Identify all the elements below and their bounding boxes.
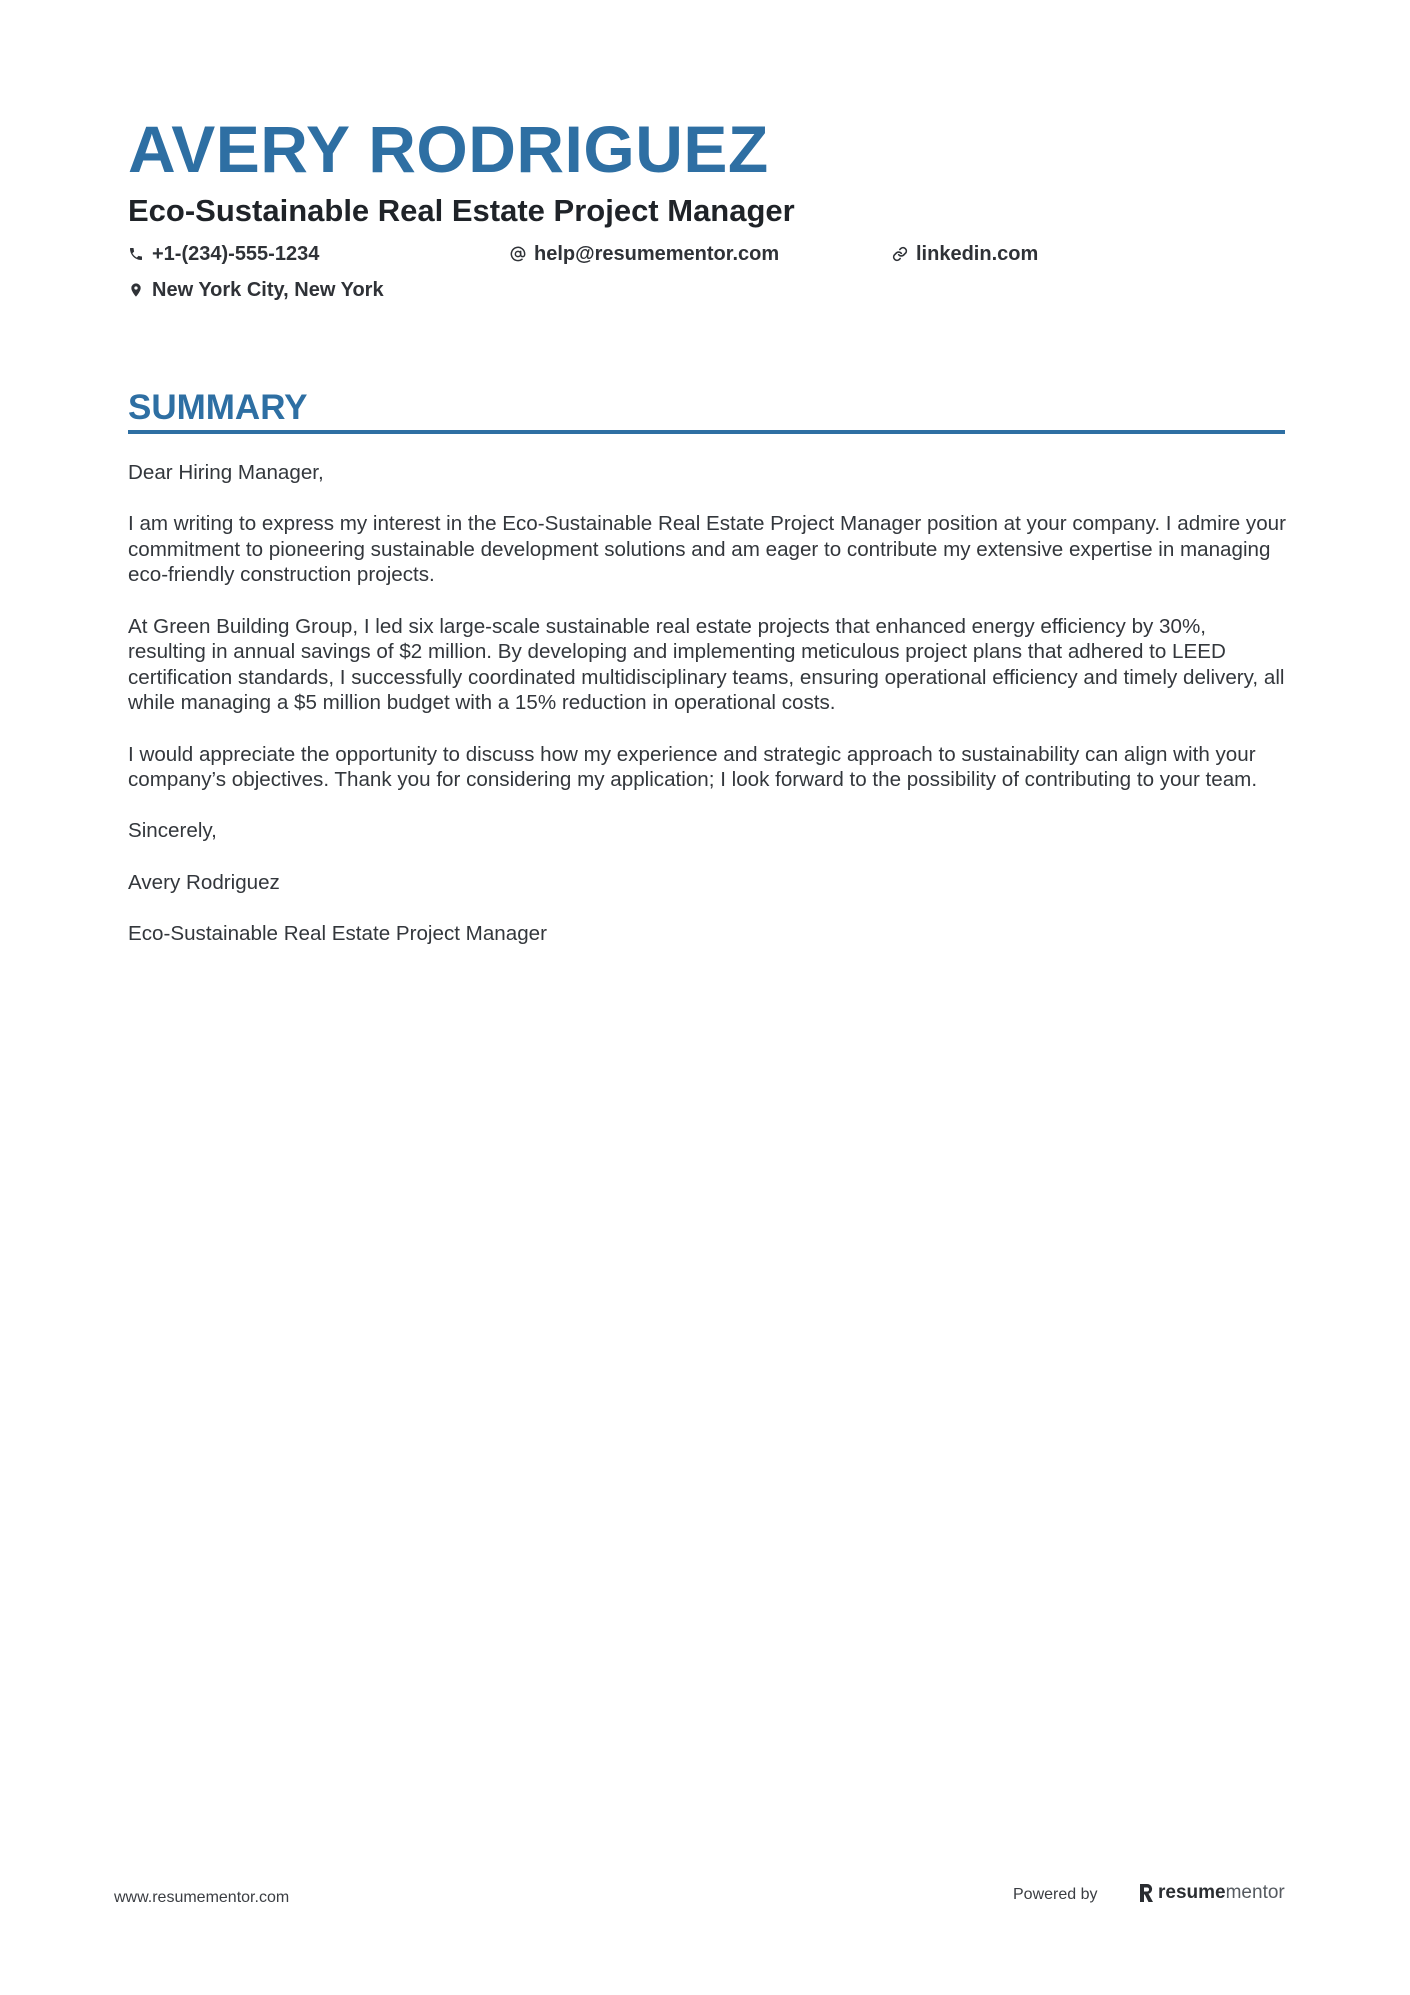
- brand-logo[interactable]: [1138, 1881, 1285, 1905]
- map-pin-icon: [128, 282, 144, 298]
- summary-heading: SUMMARY: [128, 388, 308, 427]
- letter-paragraph: At Green Building Group, I led six large-scale sustainable real estate projects that enhanced energy efficiency by 30%, resulting in annual savings of $2 million. By developing and implementing meticulous project plans that adhered to LEED certification standards, I successfully coordinated multidisciplinary teams, ensuring operational efficiency and timely delivery, all while managing a $5 million budget with a 15% reduction in operational costs.: [128, 614, 1285, 715]
- website-text: linkedin.com: [916, 243, 1039, 265]
- contact-website: [892, 242, 1038, 266]
- contact-email: [510, 242, 779, 266]
- letter-greeting: Dear Hiring Manager,: [128, 461, 324, 484]
- resumementor-logo-icon: [1138, 1883, 1154, 1903]
- brand-name-light: mentor: [1225, 1882, 1285, 1903]
- letter-body: [128, 460, 1288, 972]
- location-text: New York City, New York: [152, 279, 384, 301]
- contact-phone: [128, 242, 319, 266]
- brand-name-bold: resume: [1158, 1882, 1226, 1903]
- candidate-role: Eco-Sustainable Real Estate Project Manager: [128, 193, 795, 228]
- powered-by-label: Powered by: [1013, 1886, 1098, 1903]
- footer-website-link[interactable]: www.resumementor.com: [114, 1889, 290, 1906]
- letter-paragraph: I am writing to express my interest in the Eco-Sustainable Real Estate Project Manager position at your company. I admire your commitment to pioneering sustainable development solutions and am eager to contribute my extensive expertise in managing eco-friendly construction projects.: [128, 512, 1286, 587]
- candidate-name: AVERY RODRIGUEZ: [128, 112, 769, 186]
- letter-signature-title: Eco-Sustainable Real Estate Project Manager: [128, 921, 547, 945]
- letter-paragraph: I would appreciate the opportunity to discuss how my experience and strategic approach to sustainability can align with your company’s objectives. Thank you for considering my application; I look forward to the possibility of contributing to your team.: [128, 742, 1258, 792]
- letter-closing: Sincerely,: [128, 819, 217, 843]
- at-sign-icon: [510, 246, 526, 262]
- phone-icon: [128, 246, 144, 262]
- summary-divider: [128, 430, 1285, 434]
- contact-location: [128, 278, 384, 302]
- link-icon: [892, 246, 908, 262]
- email-text: help@resumementor.com: [534, 243, 780, 265]
- letter-signature-name: Avery Rodriguez: [128, 870, 280, 894]
- phone-text: +1-(234)-555-1234: [152, 243, 320, 265]
